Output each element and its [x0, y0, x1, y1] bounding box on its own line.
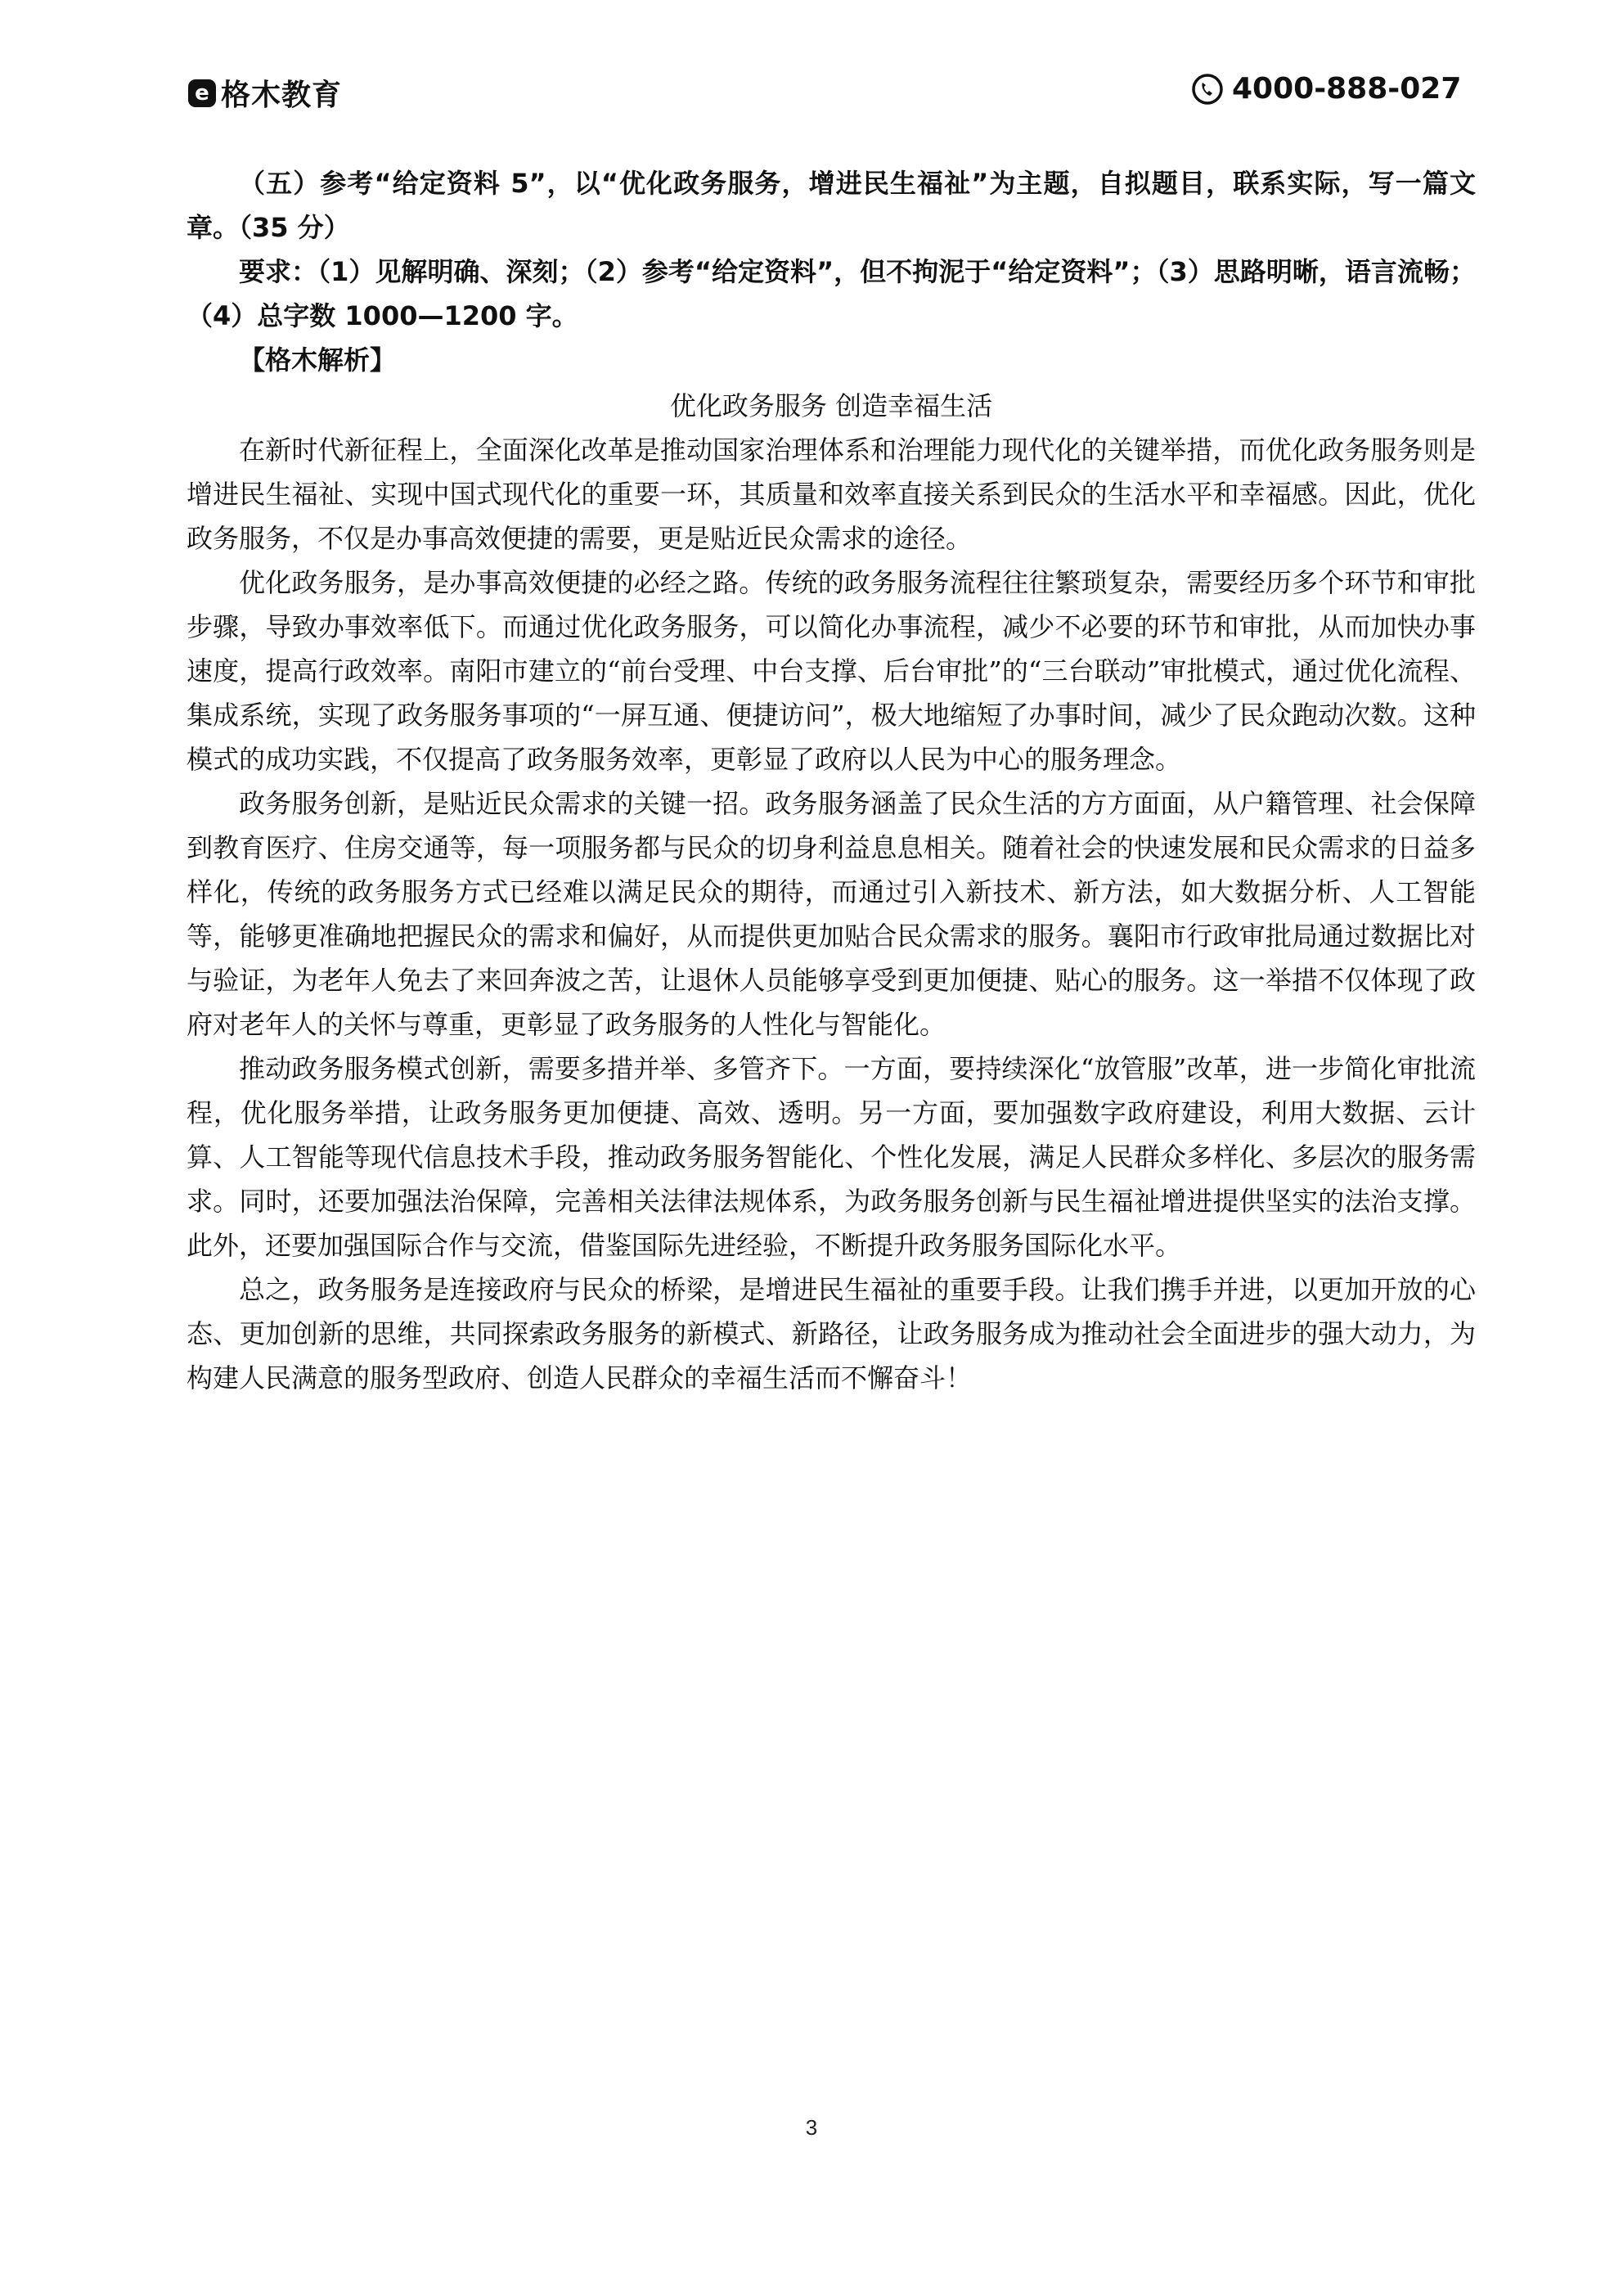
question-prompt: （五）参考“给定资料 5”，以“优化政务服务，增进民生福祉”为主题，自拟题目，联系实际，写一篇文章。（35 分） [187, 168, 1476, 243]
hotline [1191, 72, 1461, 106]
analysis-label: 【格木解析】 [239, 344, 397, 376]
essay-title: 优化政务服务 创造幸福生活 [669, 390, 993, 421]
hotline-number: 4000-888-027 [1232, 72, 1462, 106]
essay-paragraph: 政务服务创新，是贴近民众需求的关键一招。政务服务涵盖了民众生活的方方面面，从户籍管理、社会保障到教育医疗、住房交通等，每一项服务都与民众的切身利益息息相关。随着社会的快速发展和民众需求的日益多样化，传统的政务服务方式已经难以满足民众的期待，而通过引入新技术、新方法，如大数据分析、人工智能等，能够更准确地把握民众的需求和偏好，从而提供更加贴合民众需求的服务。襄阳市行政审批局通过数据比对与验证，为老年人免去了来回奔波之苦，让退休人员能够享受到更加便捷、贴心的服务。这一举措不仅体现了政府对老年人的关怀与尊重，更彰显了政务服务的人性化与智能化。 [187, 788, 1476, 1040]
essay-paragraph: 优化政务服务，是办事高效便捷的必经之路。传统的政务服务流程往往繁琐复杂，需要经历多个环节和审批步骤，导致办事效率低下。而通过优化政务服务，可以简化办事流程，减少不必要的环节和审批，从而加快办事速度，提高行政效率。南阳市建立的“前台受理、中台支撑、后台审批”的“三台联动”审批模式，通过优化流程、集成系统，实现了政务服务事项的“一屏互通、便捷访问”，极大地缩短了办事时间，减少了民众跑动次数。这种模式的成功实践，不仅提高了政务服务效率，更彰显了政府以人民为中心的服务理念。 [187, 567, 1476, 775]
phone-icon [1191, 73, 1224, 106]
document-body [187, 161, 1476, 1400]
essay-paragraph: 在新时代新征程上，全面深化改革是推动国家治理体系和治理能力现代化的关键举措，而优化政务服务则是增进民生福祉、实现中国式现代化的重要一环，其质量和效率直接关系到民众的生活水平和幸福感。因此，优化政务服务，不仅是办事高效便捷的需要，更是贴近民众需求的途径。 [187, 434, 1476, 554]
essay-paragraph: 总之，政务服务是连接政府与民众的桥梁，是增进民生福祉的重要手段。让我们携手并进，以更加开放的心态、更加创新的思维，共同探索政务服务的新模式、新路径，让政务服务成为推动社会全面进步的强大动力，为构建人民满意的服务型政府、创造人民群众的幸福生活而不懈奋斗！ [187, 1274, 1476, 1393]
brand-name: 格木教育 [221, 79, 343, 112]
page-number: 3 [805, 2115, 818, 2140]
question-requirements: 要求：（1）见解明确、深刻；（2）参考“给定资料”，但不拘泥于“给定资料”；（3）思路明晰，语言流畅；（4）总字数 1000—1200 字。 [187, 256, 1476, 331]
logo-e-icon: e [188, 79, 216, 107]
essay-paragraph: 推动政务服务模式创新，需要多措并举、多管齐下。一方面，要持续深化“放管服”改革，进一步简化审批流程，优化服务举措，让政务服务更加便捷、高效、透明。另一方面，要加强数字政府建设，利用大数据、云计算、人工智能等现代信息技术手段，推动政务服务智能化、个性化发展，满足人民群众多样化、多层次的服务需求。同时，还要加强法治保障，完善相关法律法规体系，为政务服务创新与民生福祉增进提供坚实的法治支撑。此外，还要加强国际合作与交流，借鉴国际先进经验，不断提升政务服务国际化水平。 [187, 1053, 1476, 1261]
brand-logo [188, 72, 342, 114]
page-header [0, 0, 1623, 164]
